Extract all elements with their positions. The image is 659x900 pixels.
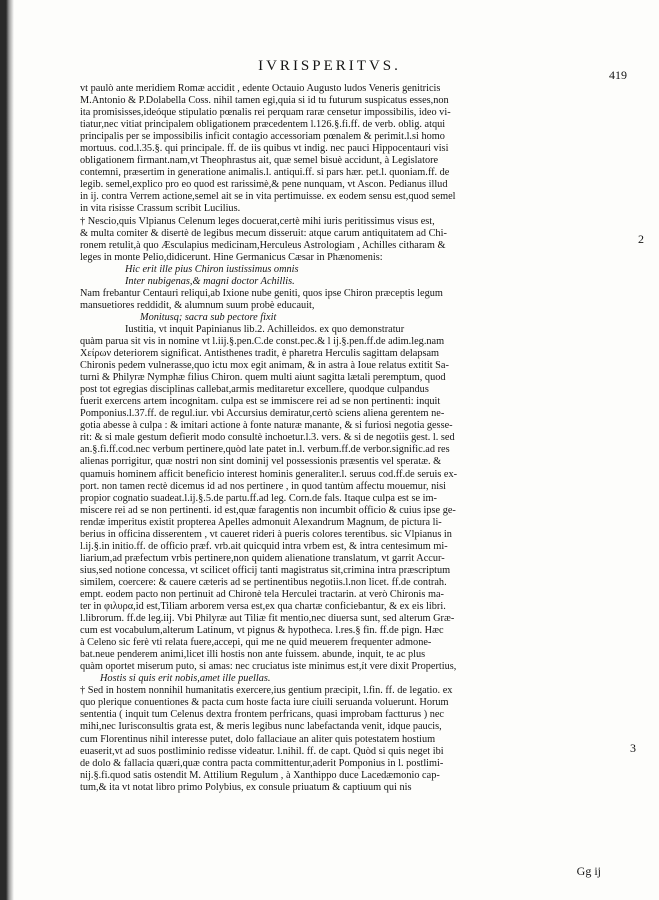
text-line: tiatur,nec vitiat principalem obligationem præcedentem l.126.§.fi.ff. de verb. oblig. atqui bbox=[80, 119, 446, 131]
text-line: sius,sed notione concessa, vt scilicet officij tanti magistratus sit,crimina intra præscriptum bbox=[80, 564, 451, 576]
margin-note-3: 3 bbox=[630, 741, 636, 755]
text-line: & multa comiter & disertè de legibus mecum disseruit: atque carum antiquitatem ad Chi- bbox=[80, 227, 447, 239]
text-line: quamuis hominem afficit beneficio interest hominis generaliter.l. seruus cod.ff.de seruis ex- bbox=[80, 468, 458, 480]
text-line: à Celeno sic ferè vti relata fuere,accepi, qui me ne quid meuerem frequenter admone- bbox=[80, 637, 432, 649]
text-line: propior cognatio suadeat.l.ij.§.5.de partu.ff.ad leg. Corn.de fals. Itaque culpa est se im- bbox=[80, 492, 437, 504]
text-line: M.Antonio & P.Dolabella Coss. nihil tamen egi,quia si id tu futurum suspicatus esses,non bbox=[80, 95, 449, 107]
text-line: cum Florentinus nihil interesse putet, dolo fallaciaue an aliter quis potestatem hostium bbox=[80, 733, 436, 745]
text-line: l.ij.§.in initio.ff. de officio præf. vrb.ait quicquid intra vrbem est, & intra centesimum mi- bbox=[80, 540, 448, 552]
text-line: Monitusq; sacra sub pectore fixit bbox=[140, 311, 277, 323]
text-line: Nam frebantur Centauri reliqui,ab Ixione nube geniti, quos ipse Chiron præceptis legum bbox=[80, 287, 443, 299]
text-line: tum,& ita vt notat libro primo Polybius, ex consule priuatum & captiuum qui nis bbox=[80, 781, 412, 793]
text-line: ter in φιλυρα,id est,Tiliam arborem versa est,ex qua chartæ conficiebantur, & ex eis libri. bbox=[80, 601, 446, 613]
text-line: gotia abesse à culpa : & imitari actione à fonte naturæ manante, & si furiosi negotia gesse- bbox=[80, 420, 453, 432]
text-line: in vita risisse Crassum scribit Lucilius. bbox=[80, 203, 241, 215]
text-line: nij.§.fi.quod satis ostendit M. Attilium Regulum , à Xanthippo duce Lacedæmonio cap- bbox=[80, 769, 440, 781]
text-line: rendæ imperitus existit propterea Apelles admonuit Alexandrum Magnum, de pictura li- bbox=[80, 516, 442, 528]
text-line: berius in officina disserentem , vt caueret rideri à pueris colores terentibus. sic Vlpianus in bbox=[80, 528, 452, 540]
text-line: Χείρων deteriorem significat. Antisthenes tradit, è pharetra Herculis sagittam delapsam bbox=[80, 348, 440, 360]
text-line: Iustitia, vt inquit Papinianus lib.2. Achilleidos. ex quo demonstratur bbox=[125, 323, 405, 335]
body-text bbox=[80, 83, 525, 794]
text-line: post tot egregias disciplinas callebat,armis meditaretur excellere, quodque culpandus bbox=[80, 384, 429, 396]
text-line: † Sed in hostem nonnihil humanitatis exercere,ius gentium præcipit, l.fin. ff. de legatio. ex bbox=[80, 685, 453, 697]
text-line: quàm parua sit vis in nomine vt l.iij.§.pen.C.de const.pec.& l ij.§.pen.ff.de adim.leg.nam bbox=[80, 335, 445, 347]
text-line: † Nescio,quis Vlpianus Celenum leges docuerat,certè mihi iuris peritissimus visus est, bbox=[80, 215, 435, 227]
text-line: fuerit exercens artem incognitam. culpa est se immiscere rei ad se non pertinenti: inquit bbox=[80, 396, 441, 408]
text-line: similem, coercere: & cauere cæteris ad se pertinentibus negotiis.l.non licet. ff.de contrah. bbox=[80, 576, 447, 588]
text-line: de dolo & fallacia quæri,quæ contra pacta committentur,aderit Pomponius in l. postlimi- bbox=[80, 757, 444, 769]
text-line: port. non tamen rectè dicemus id ad nos pertinere , in quod tantùm affectu mouemur, nisi bbox=[80, 480, 446, 492]
text-line: obligationem firmant.nam,vt Theophrastus ait, quæ semel bisuè accidunt, à Legislatore bbox=[80, 155, 439, 167]
text-line: quo plerique conuentiones & pacta cum hoste facta iure ciuili seruanda voluerunt. Horum bbox=[80, 697, 449, 709]
text-line: Hic erit ille pius Chiron iustissimus omnis bbox=[125, 263, 299, 275]
text-line: Chironis pedem vulnerasse,quo ictu mox egit animam, & in astra à Ioue relatus extitit Sa- bbox=[80, 360, 449, 372]
text-line: vt paulò ante meridiem Romæ accidit , edente Octauio Augusto ludos Veneris genitricis bbox=[80, 83, 441, 94]
text-line: in ij. contra Verrem actione,semel ait se in vita pertimuisse. ex eodem sensu est,quod semel bbox=[80, 191, 456, 203]
text-line: Pomponius.l.37.ff. de regul.iur. vbi Accursius demiratur,certò sciens aliena gerentem ne- bbox=[80, 408, 445, 420]
text-line: cum est vocabulum,alterum Latinum, vt pignus & hypotheca. l.res.§ fin. ff.de pign. Hæc bbox=[80, 625, 444, 637]
text-line: rit: & si male gestum defierit modo consultè inchoetur.l.3. vers. & si de negotiis gest. l. sed bbox=[80, 432, 455, 444]
page-number: 419 bbox=[609, 68, 627, 82]
text-line: Hostis si quis erit nobis,amet ille puellas. bbox=[100, 673, 271, 685]
text-line: miscere rei ad se non pertinenti. id est,quæ faragentis non incumbit officio & cuius ipse ge- bbox=[80, 504, 456, 516]
text-line: ita promisisses,ideóque stipulatio pœnalis rei perquam raræ censetur impossibilis, ideo vi- bbox=[80, 107, 451, 119]
text-line: mansuetiores reddidit, & alumnum suum probè educauit, bbox=[80, 299, 315, 311]
text-line: empt. eodem pacto non pertinuit ad Chironè tela Herculei tractarin. at verò Chironis ma- bbox=[80, 588, 444, 600]
running-title: IVRISPERITVS. bbox=[258, 58, 401, 74]
text-line: legib. semel,explico pro eo quod est rarissimè,& pene nunquam, vt Ascon. Pedianus illud bbox=[80, 179, 448, 191]
text-line: mortuus. cod.l.35.§. qui principale. ff. de iis quibus vt indig. nec pauci Hippocentauri visi bbox=[80, 143, 449, 155]
text-line: alienas porrigitur, quæ nostri non sint dominij vel possessionis præsentis vel speratæ. & bbox=[80, 456, 442, 468]
text-line: liarium,ad præfectum vrbis pertinere,non quidem alienatione translatum, vt garrit Accur- bbox=[80, 552, 445, 564]
scan-edge-shadow bbox=[0, 0, 14, 900]
text-line: euaserit,vt ad suos postliminio redisse videatur. l.nihil. ff. de capt. Quòd si quis neget ibi bbox=[80, 745, 444, 757]
text-line: mihi,nec Iurisconsultis grata est, & meris legibus nunc labefactanda venit, idque paucis, bbox=[80, 721, 442, 733]
text-line: leges in monte Pelio,didicerunt. Hine Germanicus Cæsar in Phænomenis: bbox=[80, 251, 383, 263]
text-line: sententia ( inquit tum Celenus dextra frontem perfricans, quasi improbam factturus ) nec bbox=[80, 709, 444, 721]
text-line: l.librorum. ff.de leg.iij. Vbi Philyræ aut Tiliæ fit mentio,nec diuersa sunt, sed alterum Græ- bbox=[80, 613, 455, 625]
text-line: an.§.fi.ff.cod.nec verbum pertinere,quòd late patet in.l. verbum.ff.de verbor.signific.ad res bbox=[80, 444, 450, 456]
text-line: turni & Philyræ Nymphæ filius Chiron. quem multi aiunt sagitta lætali peremptum, quod bbox=[80, 372, 446, 384]
text-line: contemni, præsertim in generatione animalis.l. antiqui.ff. si pars hær. pet.l. quoniam.ff. de bbox=[80, 167, 450, 179]
text-line: Inter nubigenas,& magni doctor Achillis. bbox=[125, 275, 295, 287]
signature-mark: Gg ij bbox=[576, 864, 601, 878]
margin-note-2: 2 bbox=[638, 232, 644, 246]
text-line: principalis per se impossibilis inficit contagio accessoriam pœnalem & perimit.l.si homo bbox=[80, 131, 445, 143]
text-line: bat.neue penderem animi,licet illi hostis non ante fuissem. abunde, inquit, te ac plus bbox=[80, 649, 426, 661]
text-line: quàm oportet miserum puto, si amas: nec cruciatus iste minimus est,ít vere dixit Propertius, bbox=[80, 661, 457, 673]
text-line: ronem retulit,à quo Æsculapius medicinam,Herculeus Astrologiam , Achilles citharam & bbox=[80, 239, 446, 251]
